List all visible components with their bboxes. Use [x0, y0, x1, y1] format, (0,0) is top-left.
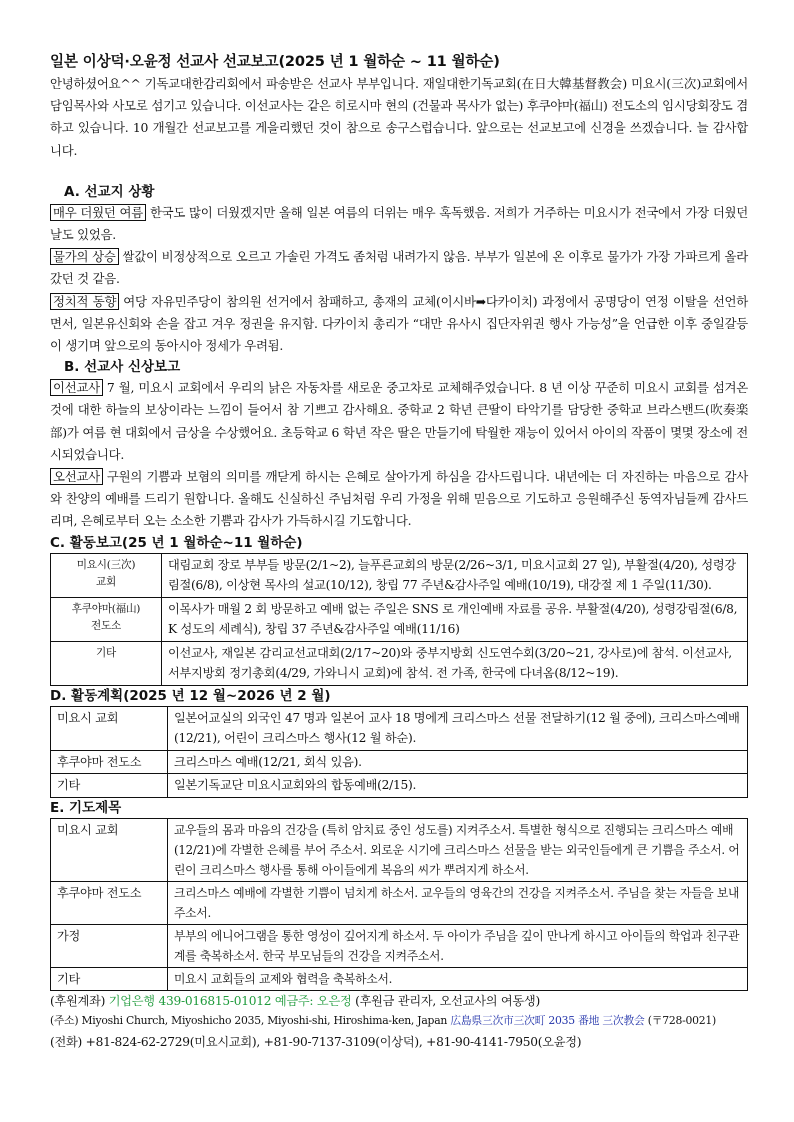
table-row [51, 967, 748, 990]
prayer-topics-table [50, 818, 748, 991]
table-row [51, 641, 748, 685]
row-text: 일본기독교단 미요시교회와의 합동예배(2/15). [168, 774, 748, 798]
row-label: 기타 [51, 641, 162, 685]
table-row [51, 706, 748, 750]
row-text: 이목사가 매월 2 회 방문하고 예배 없는 주일은 SNS 로 개인예배 자료를 공유. 부활절(4/20), 성령강림절(6/8, K 성도의 세례식), 창립 37 주년&감사주일 예배(11/16) [162, 597, 748, 641]
donation-account-line [50, 991, 748, 1012]
account-suffix: (후원금 관리자, 오선교사의 여동생) [355, 993, 540, 1008]
row-label: 후쿠야마(福山) 전도소 [51, 597, 162, 641]
row-label: 후쿠야마 전도소 [51, 881, 168, 924]
section-d-heading: D. 활동계획(2025 년 12 월~2026 년 2 월) [50, 687, 331, 704]
item-text: 쌀값이 비정상적으로 오르고 가솔린 가격도 좀처럼 내려가지 않음. 부부가 일본에 온 이후로 물가가 가장 가파르게 올라갔던 것 같음. [50, 249, 748, 287]
section-e-heading: E. 기도제목 [50, 799, 122, 816]
item-label: 정치적 동향 [50, 293, 119, 310]
activity-plan-table [50, 706, 748, 798]
item-label: 이선교사 [50, 379, 103, 396]
table-row [51, 818, 748, 881]
row-text: 크리스마스 예배(12/21, 회식 있음). [168, 750, 748, 774]
address-english: (주소) Miyoshi Church, Miyoshicho 2035, Miyoshi-shi, Hiroshima-ken, Japan [50, 1014, 448, 1028]
row-text: 교우들의 몸과 마음의 건강을 (특히 암치료 중인 성도를) 지켜주소서. 특별한 형식으로 진행되는 크리스마스 예배(12/21)에 각별한 은혜를 부어 주소서. 외로운 시기에 크리스마스 선물을 받는 외국인들에게 큰 기쁨을 주소서. 어린이 크리스마스 행사를 통해 아이들에게 복음의 씨가 뿌려지게 하소서. [168, 818, 748, 881]
row-text: 대림교회 장로 부부들 방문(2/1~2), 늘푸른교회의 방문(2/26~3/1, 미요시교회 27 일), 부활절(4/20), 성령강림절(6/8), 이상현 목사의 설교(10/12), 창립 77 주년&감사주일 예배(10/19), 대강절 제 1 주일(11/30). [162, 553, 748, 597]
address-japanese: 広島県三次市三次町 2035 番地 三次教会 [450, 1014, 645, 1028]
row-label: 미요시 교회 [51, 706, 168, 750]
item-label: 물가의 상승 [50, 248, 119, 265]
section-a-item [50, 202, 748, 246]
row-text: 크리스마스 예배에 각별한 기쁨이 넘치게 하소서. 교우들의 영육간의 건강을 지켜주소서. 주님을 찾는 자들을 보내주소서. [168, 881, 748, 924]
row-label: 후쿠야마 전도소 [51, 750, 168, 774]
address-zip: (〒728-0021) [647, 1014, 716, 1028]
table-row [51, 553, 748, 597]
row-label: 기타 [51, 967, 168, 990]
item-text: 구원의 기쁨과 보혐의 의미를 깨닫게 하시는 은혜로 살아가게 하심을 감사드립니다. 내년에는 더 자진하는 마음으로 감사와 찬양의 예배를 드리기 원합니다. 올해도 신실하신 주님처럼 우리 가정을 위해 믿음으로 기도하고 응원해주신 동역자님들께 감사드리며, 은혜로부터 오는 소소한 기쁨과 감사가 가득하시길 기도합니다. [50, 469, 748, 529]
item-label: 오선교사 [50, 468, 103, 485]
row-text: 미요시 교회들의 교제와 협력을 축복하소서. [168, 967, 748, 990]
row-text: 일본어교실의 외국인 47 명과 일본어 교사 18 명에게 크리스마스 선물 전달하기(12 월 중에), 크리스마스예배(12/21), 어린이 크리스마스 행사(12 월 하순). [168, 706, 748, 750]
activity-report-table [50, 553, 748, 686]
phone-line: (전화) +81-824-62-2729(미요시교회), +81-90-7137-3109(이상덕), +81-90-4141-7950(오윤정) [50, 1034, 582, 1049]
table-row [51, 774, 748, 798]
section-b-heading: B. 선교사 신상보고 [64, 359, 181, 376]
item-text: 7 월, 미요시 교회에서 우리의 낡은 자동차를 새로운 중고차로 교체해주었습니다. 8 년 이상 꾸준히 미요시 교회를 섬겨온 것에 대한 하늘의 보상이라는 느낌이 들어서 참 기쁘고 감사해요. 중학교 2 학년 큰딸이 타악기를 담당한 중학교 브라스밴드(吹奏楽部)가 여름 현 대회에서 금상을 수상했어요. 초등학교 6 학년 작은 딸은 만들기에 탁월한 재능이 있어서 아이의 작품이 몇몇 장소에 전시되었습니다. [50, 380, 748, 462]
account-prefix: (후원계좌) [50, 993, 106, 1008]
table-row [51, 881, 748, 924]
table-row [51, 750, 748, 774]
item-text: 한국도 많이 더웠겠지만 올해 일본 여름의 더위는 매우 혹독했음. 저희가 거주하는 미요시가 전국에서 가장 더웠던 날도 있었음. [50, 204, 748, 243]
row-label: 미요시(三次) 교회 [51, 553, 162, 597]
row-text: 이선교사, 재일본 감리교선교대회(2/17~20)와 중부지방회 신도연수회(3/20~21, 강사로)에 참석. 이선교사, 서부지방회 정기총회(4/29, 가와니시 교회)에 참석. 전 가족, 한국에 다녀옴(8/12~19). [162, 641, 748, 685]
table-row [51, 597, 748, 641]
table-row [51, 924, 748, 967]
section-a-heading: A. 선교지 상황 [64, 183, 155, 200]
report-title: 일본 이상덕·오윤정 선교사 선교보고(2025 년 1 월하순 ~ 11 월하순) [50, 53, 500, 70]
spacer [50, 162, 748, 182]
address-line [50, 1011, 748, 1032]
section-b-item [50, 377, 748, 466]
row-label: 미요시 교회 [51, 818, 168, 881]
account-info: 기업은행 439-016815-01012 예금주: 오은정 [108, 993, 352, 1008]
row-label: 기타 [51, 774, 168, 798]
section-b-item [50, 466, 748, 533]
item-label: 매우 더웠던 여름 [50, 204, 146, 221]
item-text: 여당 자유민주당이 참의원 선거에서 참패하고, 총재의 교체(이시바➡다카이치) 과정에서 공명당이 연정 이탈을 선언하면서, 일본유신회와 손을 잡고 겨우 정권을 유지함. 다카이치 총리가 “대만 유사시 집단자위권 행사 가능성”을 언급한 이후 중일갈등이 생기며 앞으로의 동아시아 정세가 우려됨. [50, 293, 748, 354]
intro-paragraph: 안녕하셨어요^^ 기독교대한감리회에서 파송받은 선교사 부부입니다. 재일대한기독교회(在日大韓基督教会) 미요시(三次)교회에서 담임목사와 사모로 섬기고 있습니다. 이선교사는 같은 히로시마 현의 (건물과 목사가 없는) 후쿠야마(福山) 전도소의 임시당회장도 겸하고 있습니다. 10 개월간 선교보고를 게을리했던 것이 참으로 송구스럽습니다. 앞으로는 선교보고에 신경을 쓰겠습니다. 늘 감사합니다. [50, 76, 748, 158]
section-c-heading: C. 활동보고(25 년 1 월하순~11 월하순) [50, 534, 303, 551]
row-text: 부부의 에니어그램을 통한 영성이 깊어지게 하소서. 두 아이가 주님을 깊이 만나게 하시고 아이들의 학업과 친구관계를 축복하소서. 한국 부모님들의 건강을 지켜주소서. [168, 924, 748, 967]
section-a-item [50, 246, 748, 290]
section-a-item [50, 291, 748, 358]
row-label: 가정 [51, 924, 168, 967]
